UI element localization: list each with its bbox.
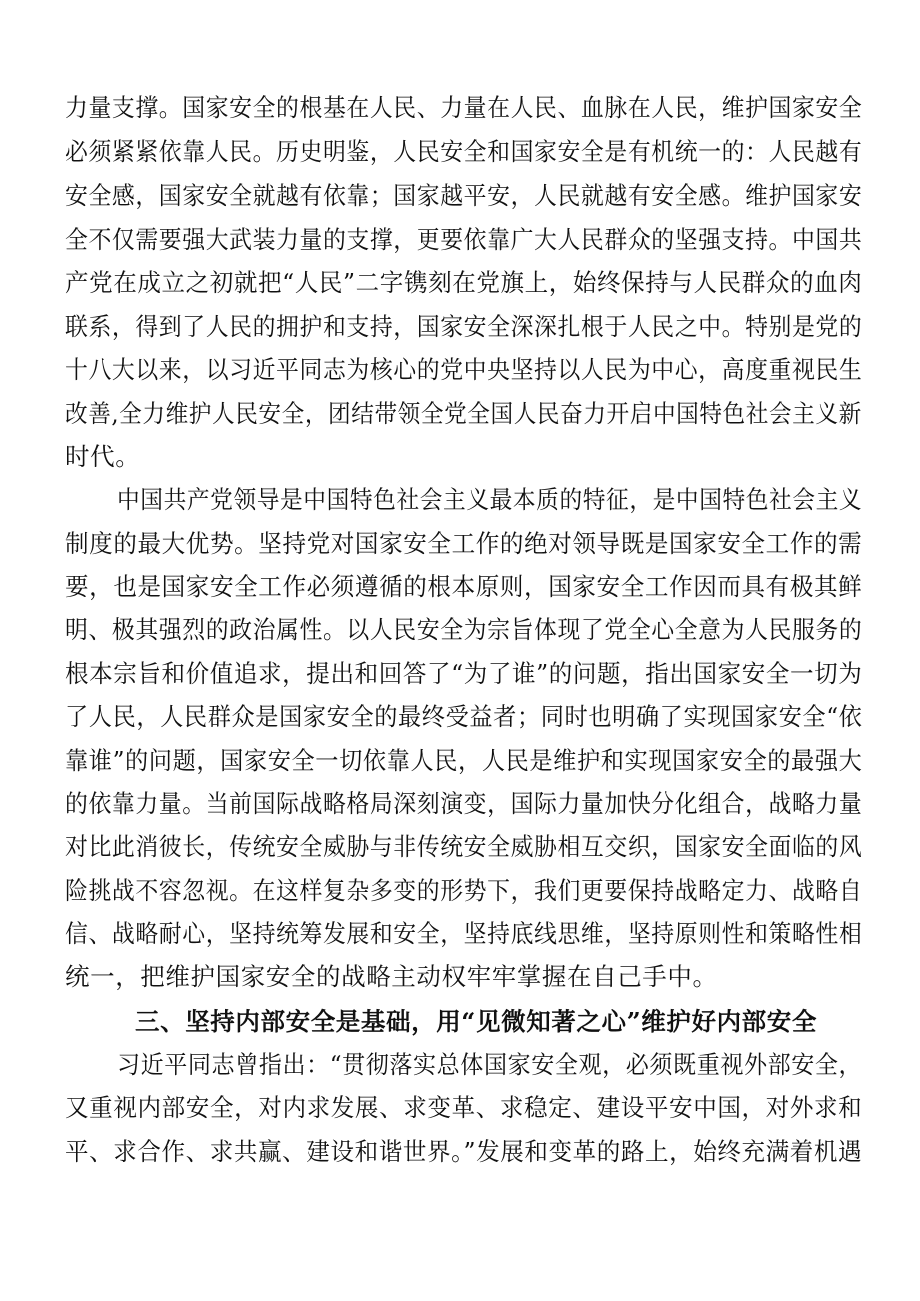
paragraph-line: 力量支撑。国家安全的根基在人民、力量在人民、血脉在人民，维护国家安全 <box>65 93 863 122</box>
paragraph-line: 明、极其强烈的政治属性。以人民安全为宗旨体现了党全心全意为人民服务的 <box>65 615 863 644</box>
paragraph-line: 联系，得到了人民的拥护和支持，国家安全深深扎根于人民之中。特别是党的 <box>65 312 863 341</box>
paragraph-line: 必须紧紧依靠人民。历史明鉴，人民安全和国家安全是有机统一的：人民越有 <box>65 137 863 166</box>
paragraph-line: 中国共产党领导是中国特色社会主义最本质的特征，是中国特色社会主义 <box>117 485 863 514</box>
paragraph-line: 对比此消彼长，传统安全威胁与非传统安全威胁相互交织，国家安全面临的风 <box>65 832 863 861</box>
paragraph-line: 险挑战不容忽视。在这样复杂多变的形势下，我们更要保持战略定力、战略自 <box>65 876 863 905</box>
paragraph-line: 了人民，人民群众是国家安全的最终受益者；同时也明确了实现国家安全“依 <box>65 702 863 731</box>
paragraph-line: 统一，把维护国家安全的战略主动权牢牢掌握在自己手中。 <box>65 962 718 991</box>
paragraph-line: 要，也是国家安全工作必须遵循的根本原则，国家安全工作因而具有极其鲜 <box>65 572 863 601</box>
paragraph-line: 产党在成立之初就把“人民”二字镌刻在党旗上，始终保持与人民群众的血肉 <box>65 268 863 297</box>
paragraph-line: 靠谁”的问题，国家安全一切依靠人民，人民是维护和实现国家安全的最强大 <box>65 746 863 775</box>
paragraph-line: 制度的最大优势。坚持党对国家安全工作的绝对领导既是国家安全工作的需 <box>65 529 863 558</box>
paragraph-line: 又重视内部安全，对内求发展、求变革、求稳定、建设平安中国，对外求和 <box>65 1093 863 1122</box>
paragraph-line: 时代。 <box>65 442 141 471</box>
paragraph-line: 信、战略耐心，坚持统筹发展和安全，坚持底线思维，坚持原则性和策略性相 <box>65 919 863 948</box>
paragraph-line: 改善,全力维护人民安全，团结带领全党全国人民奋力开启中国特色社会主义新 <box>65 399 862 428</box>
paragraph-line: 十八大以来，以习近平同志为核心的党中央坚持以人民为中心，高度重视民生 <box>65 355 863 384</box>
paragraph-line: 全不仅需要强大武装力量的支撑，更要依靠广大人民群众的坚强支持。中国共 <box>65 225 863 254</box>
paragraph-line: 平、求合作、求共赢、建设和谐世界。”发展和变革的路上，始终充满着机遇 <box>65 1137 863 1166</box>
paragraph-line: 的依靠力量。当前国际战略格局深刻演变，国际力量加快分化组合，战略力量 <box>65 789 863 818</box>
paragraph-line: 安全感，国家安全就越有依靠；国家越平安，人民就越有安全感。维护国家安 <box>65 181 863 210</box>
section-heading: 三、坚持内部安全是基础，用“见微知著之心”维护好内部安全 <box>135 1007 817 1036</box>
paragraph-line: 习近平同志曾指出：“贯彻落实总体国家安全观，必须既重视外部安全， <box>117 1050 863 1079</box>
paragraph-line: 根本宗旨和价值追求，提出和回答了“为了谁”的问题，指出国家安全一切为 <box>65 659 863 688</box>
